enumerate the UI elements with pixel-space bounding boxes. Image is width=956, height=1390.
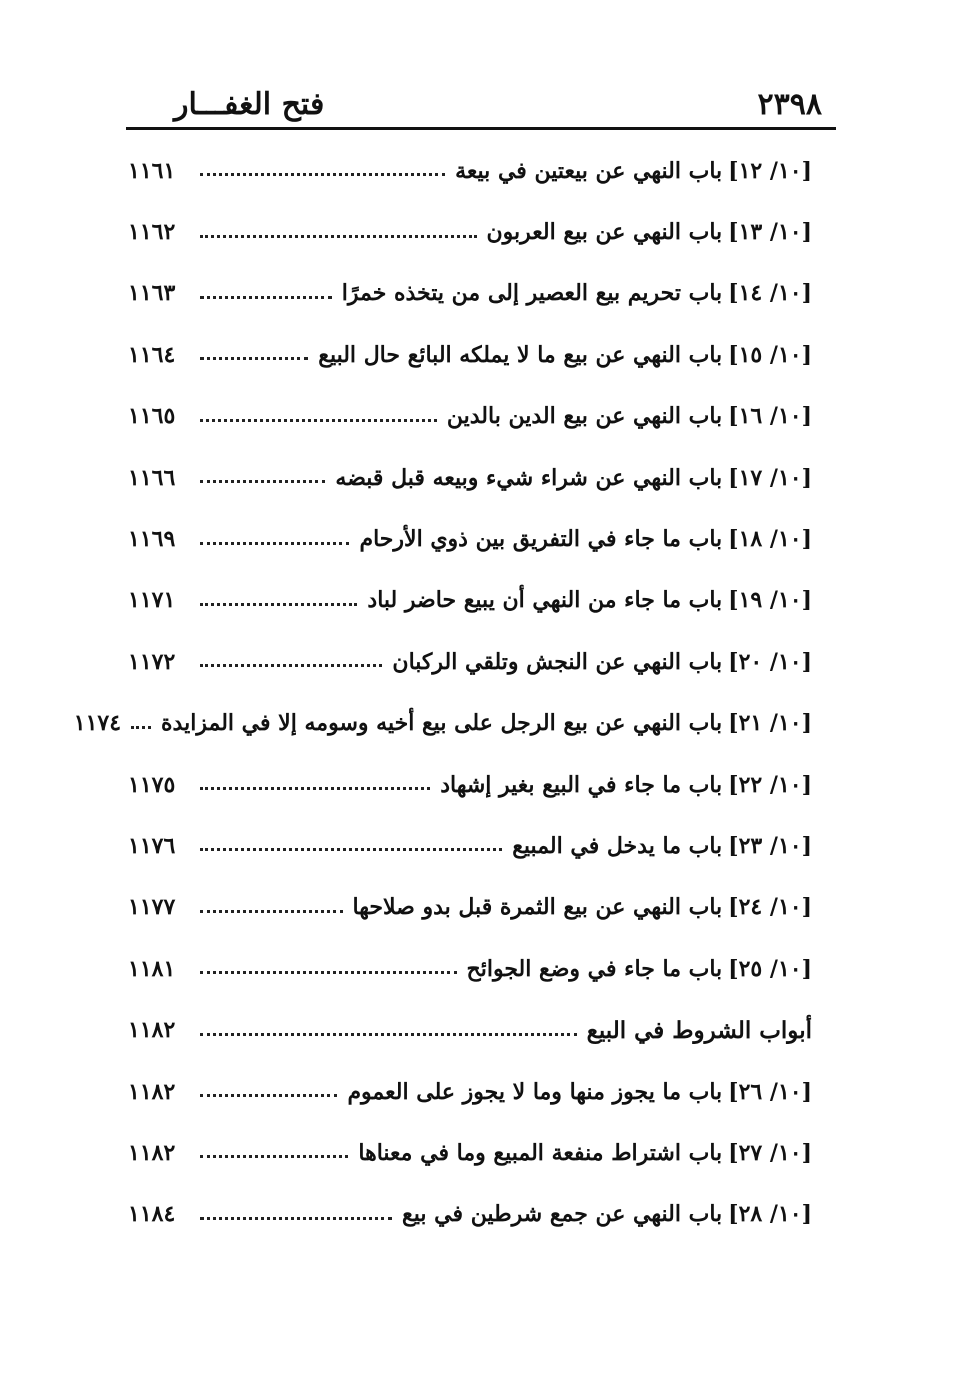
- toc-page-number: ١١٧٢: [128, 648, 176, 675]
- dot-leader: [200, 603, 357, 606]
- toc-entry: [128, 570, 812, 631]
- toc-entry-title: باب تحريم بيع العصير إلى من يتخذه خمرًا: [341, 280, 723, 307]
- toc-entry: [128, 508, 812, 569]
- toc-entry: [128, 1122, 812, 1183]
- dot-leader: [200, 357, 308, 360]
- toc-page-number: ١١٦٣: [128, 280, 176, 307]
- toc-entry-title: باب النهي عن بيعتين في بيعة: [455, 157, 723, 184]
- toc-entry-ref: [١٠/ ٢٥]: [728, 955, 812, 982]
- dot-leader: [200, 1155, 348, 1158]
- toc-page-number: ١١٧٥: [128, 771, 176, 798]
- toc-page-number: ١١٧٧: [128, 894, 176, 921]
- toc-entry-ref: [١٠/ ٢٣]: [728, 832, 812, 859]
- toc-entry-ref: [١٠/ ٢٤]: [728, 894, 812, 921]
- toc-entry-ref: [١٠/ ١٦]: [728, 403, 812, 430]
- dot-leader: [200, 419, 437, 422]
- toc-entry-title: باب النهي عن بيع الرجل على بيع أخيه وسومه إلا في المزايدة: [161, 710, 723, 737]
- toc-entry-title: باب ما جاء في البيع بغير إشهاد: [440, 771, 723, 798]
- toc-entry: [128, 631, 812, 692]
- toc-entry: [128, 877, 812, 938]
- dot-leader: [131, 726, 151, 729]
- dot-leader: [200, 664, 382, 667]
- toc-entry-ref: [١٠/ ١٨]: [728, 526, 812, 553]
- toc-entry-title: باب النهي عن شراء شيء وبيعه قبل قبضه: [335, 464, 723, 491]
- dot-leader: [200, 480, 325, 483]
- toc-entry: [128, 324, 812, 385]
- header-rule: [126, 127, 836, 130]
- toc-entry: [128, 1184, 812, 1245]
- toc-entry: [128, 386, 812, 447]
- dot-leader: [200, 173, 445, 176]
- dot-leader: [200, 848, 502, 851]
- toc-page-number: ١١٦١: [128, 157, 176, 184]
- toc-entry-ref: [١٠/ ١٧]: [728, 464, 812, 491]
- dot-leader: [200, 235, 477, 238]
- toc-entry-ref: [١٠/ ١٥]: [728, 341, 812, 368]
- toc-page-number: ١١٦٥: [128, 403, 176, 430]
- toc-entry-title: باب النهي عن بيع ما لا يملكه البائع حال البيع: [318, 341, 723, 368]
- toc-entry: [128, 1061, 812, 1122]
- toc-entry-ref: [١٠/ ١٣]: [728, 219, 812, 246]
- toc-entry: [128, 263, 812, 324]
- dot-leader: [200, 971, 457, 974]
- toc-entry-ref: [١٠/ ٢٦]: [728, 1078, 812, 1105]
- toc-section-heading: [128, 999, 812, 1060]
- dot-leader: [200, 910, 343, 913]
- toc-entry-title: باب ما جاء في التفريق بين ذوي الأرحام: [359, 526, 723, 553]
- toc-page-number: ١١٨١: [128, 955, 176, 982]
- toc-entry: [128, 140, 812, 201]
- dot-leader: [200, 542, 349, 545]
- toc-page-number: ١١٧٦: [128, 832, 176, 859]
- toc-entry: [128, 938, 812, 999]
- toc-page-number: ١١٨٤: [128, 1201, 176, 1228]
- toc-entry-ref: [١٠/ ١٩]: [728, 587, 812, 614]
- toc-entry: [73, 693, 812, 754]
- toc-page-number: ١١٦٢: [128, 219, 176, 246]
- toc-page-number: ١١٧١: [128, 587, 176, 614]
- toc-entry: [128, 447, 812, 508]
- page-header: [126, 84, 836, 128]
- toc-page-number: ١١٦٤: [128, 341, 176, 368]
- toc-entry-title: باب النهي عن جمع شرطين في بيع: [402, 1201, 723, 1228]
- toc-page-number: ١١٨٢: [128, 1078, 176, 1105]
- toc-page-number: ١١٨٢: [128, 1017, 176, 1044]
- toc-entry-ref: [١٠/ ٢١]: [728, 710, 812, 737]
- toc-entry-title: باب ما يدخل في المبيع: [512, 832, 723, 859]
- toc-entry-title: باب ما جاء من النهي أن يبيع حاضر لباد: [367, 587, 723, 614]
- toc-section-title: أبواب الشروط في البيع: [586, 1016, 812, 1044]
- book-title: فتح الغفـــار: [174, 87, 325, 122]
- table-of-contents: [73, 140, 812, 1245]
- dot-leader: [200, 1094, 337, 1097]
- toc-entry-title: باب النهي عن بيع العربون: [486, 219, 723, 246]
- dot-leader: [200, 1033, 577, 1036]
- toc-entry-title: باب ما جاء في وضع الجوائح: [466, 955, 723, 982]
- toc-entry-ref: [١٠/ ٢٠]: [728, 648, 812, 675]
- toc-entry: [128, 201, 812, 262]
- toc-entry-ref: [١٠/ ١٢]: [728, 157, 812, 184]
- toc-entry: [128, 815, 812, 876]
- toc-entry-ref: [١٠/ ٢٧]: [728, 1139, 812, 1166]
- toc-entry-title: باب النهي عن النجش وتلقي الركبان: [392, 648, 723, 675]
- toc-entry-title: باب النهي عن بيع الدين بالدين: [446, 403, 723, 430]
- page-number: ٢٣٩٨: [757, 87, 822, 122]
- toc-page-number: ١١٦٦: [128, 464, 176, 491]
- toc-entry-title: باب اشتراط منفعة المبيع وما في معناها: [358, 1139, 723, 1166]
- dot-leader: [200, 1217, 392, 1220]
- toc-page-number: ١١٦٩: [128, 526, 176, 553]
- dot-leader: [200, 787, 430, 790]
- toc-entry-title: باب النهي عن بيع الثمرة قبل بدو صلاحها: [352, 894, 723, 921]
- toc-entry-ref: [١٠/ ١٤]: [728, 280, 812, 307]
- toc-entry: [128, 754, 812, 815]
- dot-leader: [200, 296, 332, 299]
- toc-entry-ref: [١٠/ ٢٢]: [728, 771, 812, 798]
- toc-page-number: ١١٨٢: [128, 1139, 176, 1166]
- toc-page-number: ١١٧٤: [73, 710, 122, 737]
- toc-entry-title: باب ما يجوز منها وما لا يجوز على العموم: [347, 1078, 723, 1105]
- toc-entry-ref: [١٠/ ٢٨]: [728, 1201, 812, 1228]
